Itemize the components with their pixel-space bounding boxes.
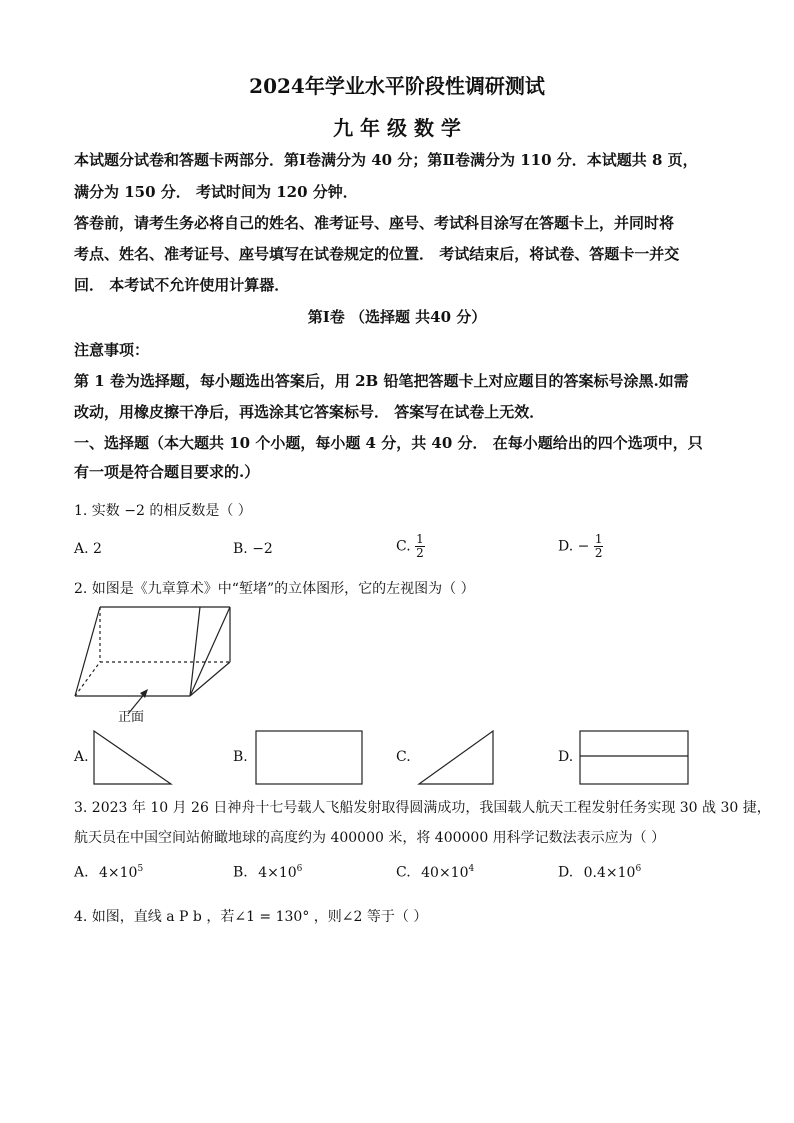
q3-option-d-base: 0.4×10 — [583, 864, 636, 881]
q2-option-a-figure — [93, 730, 173, 786]
q3-option-a-exponent: 5 — [137, 864, 144, 874]
q1-option-d-fraction — [594, 533, 604, 560]
q2-option-b: B. — [233, 749, 248, 765]
q3-option-d — [558, 864, 641, 881]
q1-stem: 1. 实数 −2 的相反数是（ ） — [74, 503, 252, 519]
q3-stem-line-2: 航天员在中国空间站俯瞰地球的高度约为 400000 米，将 400000 用科学记数法表示应为（ ） — [74, 830, 666, 846]
q2-option-c: C. — [396, 749, 411, 765]
part-heading-2: 有一项是符合题目要求的.） — [74, 463, 260, 481]
q2-option-d: D. — [558, 749, 574, 765]
q3-option-c-base: 40×10 — [421, 864, 469, 881]
q3-option-c-exponent: 4 — [468, 864, 475, 874]
q3-option-a-base: 4×10 — [99, 864, 138, 881]
q3-option-b-base: 4×10 — [258, 864, 297, 881]
q2-stem: 2. 如图是《九章算术》中“堑堵”的立体图形，它的左视图为（ ） — [74, 581, 475, 597]
part-heading-1: 一、选择题（本大题共 10 个小题，每小题 4 分，共 40 分． 在每小题给出的四个选项中，只 — [74, 434, 703, 452]
q3-option-c — [396, 864, 474, 881]
q4-stem: 4. 如图，直线 a P b ，若∠1 = 130° ，则∠2 等于（ ） — [74, 909, 428, 925]
notice-title: 注意事项： — [74, 341, 150, 359]
q3-option-a-label: A. — [74, 864, 89, 881]
intro-line-1: 本试题分试卷和答题卡两部分．第Ⅰ卷满分为 40 分；第Ⅱ卷满分为 110 分．本试题共 8 页， — [74, 151, 698, 169]
q1-option-d-label: D. − — [558, 538, 590, 555]
q3-option-b-label: B. — [233, 864, 248, 881]
q1-option-b: B. −2 — [233, 541, 273, 557]
intro-line-5: 回． 本考试不允许使用计算器． — [74, 276, 290, 294]
front-view-label: 正面 — [118, 710, 145, 725]
section-heading: 第Ⅰ卷 （选择题 共40 分） — [307, 308, 487, 326]
q3-option-b-exponent: 6 — [296, 864, 303, 874]
q1-d-numerator: 1 — [594, 532, 603, 546]
q3-option-d-exponent: 6 — [635, 864, 642, 874]
q2-option-d-figure — [579, 730, 691, 786]
notice-line-2: 改动，用橡皮擦干净后，再选涂其它答案标号． 答案写在试卷上无效． — [74, 403, 545, 421]
q3-option-a — [74, 864, 143, 881]
q1-option-c-fraction — [415, 533, 425, 560]
notice-line-1: 第 1 卷为选择题，每小题选出答案后，用 2B 铅笔把答题卡上对应题目的答案标号涂黑.如需 — [74, 372, 689, 390]
q3-option-c-label: C. — [396, 864, 411, 881]
q1-d-denominator: 2 — [594, 546, 603, 560]
q1-option-a: A. 2 — [74, 541, 102, 557]
q1-option-d — [558, 533, 603, 560]
intro-line-3: 答卷前，请考生务必将自己的姓名、准考证号、座号、考试科目涂写在答题卡上，并同时将 — [74, 214, 675, 232]
q2-option-b-figure — [255, 730, 365, 786]
exam-title: 2024年学业水平阶段性调研测试 — [249, 74, 545, 98]
q1-c-numerator: 1 — [416, 532, 424, 546]
intro-line-4: 考点、姓名、准考证号、座号填写在试卷规定的位置． 考试结束后，将试卷、答题卡一并交 — [74, 245, 680, 263]
q2-option-c-figure — [418, 730, 496, 786]
q2-option-a: A. — [74, 749, 89, 765]
intro-line-2: 满分为 150 分． 考试时间为 120 分钟． — [74, 183, 358, 201]
exam-subtitle: 九 年 级 数 学 — [333, 116, 461, 140]
q1-option-c — [396, 533, 425, 560]
q1-c-denominator: 2 — [416, 546, 424, 560]
qiandu-prism-figure — [70, 602, 240, 702]
q1-option-c-label: C. — [396, 538, 411, 555]
q3-option-d-label: D. — [558, 864, 574, 881]
q3-option-b — [233, 864, 302, 881]
q3-stem-line-1: 3. 2023 年 10 月 26 日神舟十七号载人飞船发射取得圆满成功，我国载人航天工程发射任务实现 30 战 30 捷， — [74, 800, 771, 816]
